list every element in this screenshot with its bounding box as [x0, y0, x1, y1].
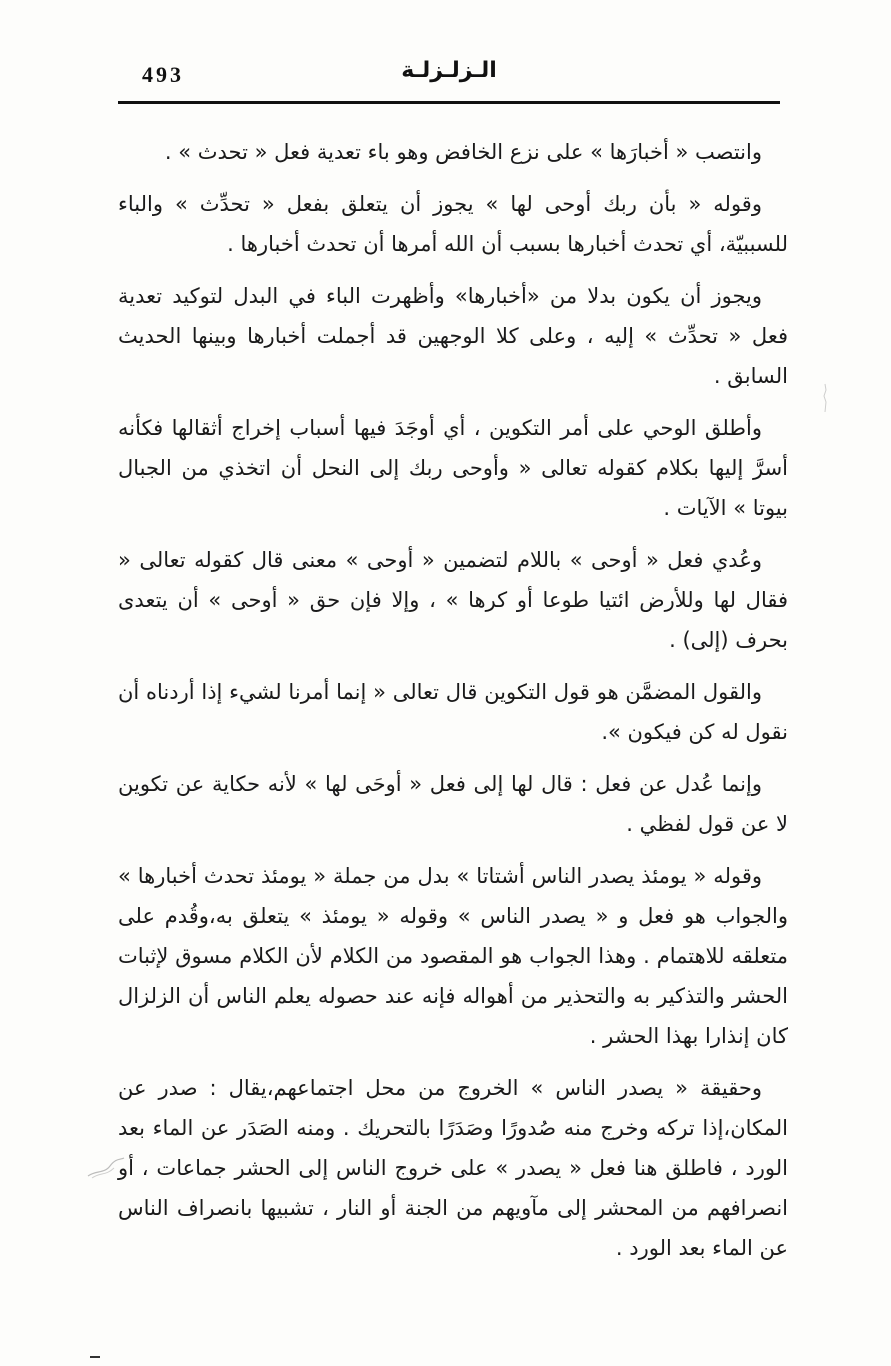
scan-dash-mark: [90, 1356, 100, 1358]
paragraph-1: وانتصب « أخبارَها » على نزع الخافض وهو باء تعدية فعل « تحدث » .: [164, 140, 762, 164]
paragraph-4: وأطلق الوحي على أمر التكوين ، أي أوجَدَ فيها أسباب إخراج أثقالها فكأنه أسرَّ إليها بكلام كقوله تعالى « وأوحى ربك إلى النحل أن اتخذي من الجبال بيوتا » الآيات .: [118, 416, 788, 520]
paragraph-2: وقوله « بأن ربك أوحى لها » يجوز أن يتعلق بفعل « تحدِّث » والباء للسببيّة، أي تحدث أخبارها بسبب أن الله أمرها أن تحدث أخبارها .: [118, 192, 788, 256]
scan-speck-mark: [820, 382, 830, 414]
body-text: [118, 132, 788, 1280]
paragraph-8: وقوله « يومئذ يصدر الناس أشتاتا » بدل من جملة « يومئذ تحدث أخبارها » والجواب هو فعل و « يصدر الناس » وقوله « يومئذ » يتعلق به،وقُدم على متعلقه للاهتمام . وهذا الجواب هو المقصود من الكلام لأن الكلام مسوق لإثبات الحشر والتذكير به والتحذير من أهواله فإنه عند حصوله يعلم الناس أن الزلزال كان إنذارا بهذا الحشر .: [118, 864, 788, 1048]
page-number: 493: [142, 62, 184, 87]
paragraph-6: والقول المضمَّن هو قول التكوين قال تعالى « إنما أمرنا لشيء إذا أردناه أن نقول له كن فيكون ».: [118, 680, 788, 744]
paragraph-3: ويجوز أن يكون بدلا من «أخبارها» وأظهرت الباء في البدل لتوكيد تعدية فعل « تحدِّث » إليه ، وعلى كلا الوجهين قد أجملت أخبارها وبينها الحديث السابق .: [118, 284, 788, 388]
running-title: الـزلـزلـة: [401, 58, 497, 83]
paragraph-9: وحقيقة « يصدر الناس » الخروج من محل اجتماعهم،يقال : صدر عن المكان،إذا تركه وخرج منه صُدورًا وصَدَرًا بالتحريك . ومنه الصَدَر عن الماء بعد الورد ، فاطلق هنا فعل « يصدر » على خروج الناس إلى الحشر جماعات ، أو انصرافهم من المحشر إلى مآويهم من الجنة أو النار ، تشبيها بانصراف الناس عن الماء بعد الورد .: [118, 1076, 788, 1260]
header-rule: [118, 101, 780, 104]
scan-smudge-mark: [86, 1156, 126, 1180]
page-header: [118, 56, 780, 100]
paragraph-5: وعُدي فعل « أوحى » باللام لتضمين « أوحى » معنى قال كقوله تعالى « فقال لها وللأرض ائتيا طوعا أو كرها » ، وإلا فإن حق « أوحى » أن يتعدى بحرف (إلى) .: [118, 548, 788, 652]
paragraph-7: وإنما عُدل عن فعل : قال لها إلى فعل « أوحَى لها » لأنه حكاية عن تكوين لا عن قول لفظي .: [118, 772, 788, 836]
